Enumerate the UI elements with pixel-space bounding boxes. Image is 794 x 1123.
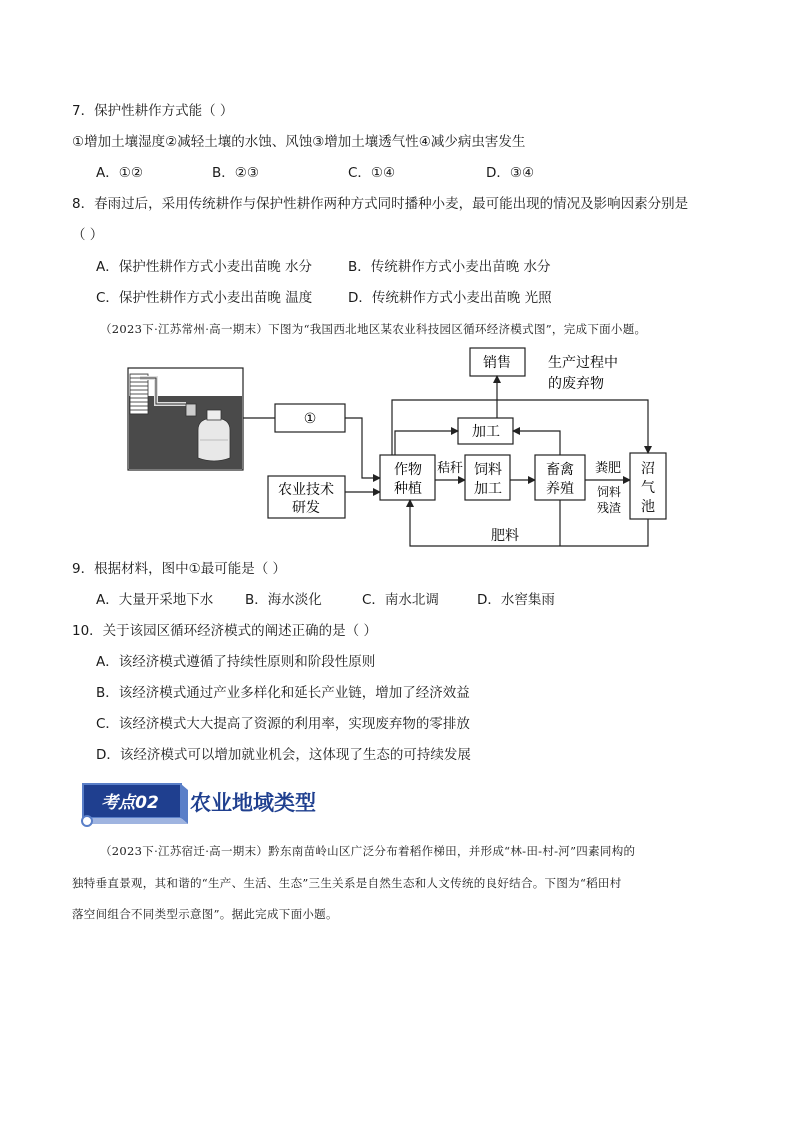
circular-economy-diagram (0, 340, 794, 555)
section-badge (80, 780, 190, 828)
livestock-line1: 畜禽 (546, 462, 574, 478)
q8-option-b: B．传统耕作方式小麦出苗晚 水分 (348, 259, 551, 275)
q7-option-d: D．③④ (486, 165, 535, 181)
crop-line2: 种植 (394, 481, 422, 497)
q9-option-b: B．海水淡化 (245, 592, 322, 608)
q8-option-d: D．传统耕作方式小麦出苗晚 光照 (348, 290, 552, 306)
biogas-char1: 沼 (641, 461, 655, 477)
livestock-line2: 养殖 (546, 481, 574, 497)
agri-rd-line2: 研发 (292, 500, 320, 516)
q8-stem-bracket: （ ） (72, 227, 104, 243)
q9-stem: 9．根据材料，图中①最可能是（ ） (72, 561, 286, 577)
feed-line1: 饲料 (474, 462, 502, 478)
intro-suqian-line3: 落空间组合不同类型示意图”。据此完成下面小题。 (72, 907, 338, 921)
q9-option-a: A．大量开采地下水 (96, 592, 214, 608)
intro-suqian-line1: （2023下·江苏宿迁·高一期末）黔东南苗岭山区广泛分布着稻作梯田，并形成“林-田-村-河”四素同构的 (100, 844, 636, 858)
agri-rd-line1: 农业技术 (278, 482, 334, 498)
q7-option-b: B．②③ (212, 165, 259, 181)
feed-line2: 加工 (474, 481, 502, 497)
q10-option-d: D．该经济模式可以增加就业机会，这体现了生态的可持续发展 (96, 747, 471, 763)
q7-stem: 7．保护性耕作方式能（ ） (72, 103, 234, 119)
manure-label: 粪肥 (594, 461, 622, 476)
water-cellar-illustration (128, 368, 243, 470)
biogas-char3: 池 (641, 499, 655, 515)
q9-option-c: C．南水北调 (362, 592, 439, 608)
q9-option-d: D．水窖集雨 (477, 592, 555, 608)
intro-suqian-line2: 独特垂直景观，其和谐的“生产、生活、生态”三生关系是自然生态和人文传统的良好结合。下图为“稻田村 (72, 876, 622, 890)
intro-changzhou: （2023下·江苏常州·高一期末）下图为“我国西北地区某农业科技园区循环经济模式图”，完成下面小题。 (100, 322, 647, 336)
processing-label: 加工 (472, 424, 500, 440)
waste-line1: 生产过程中 (548, 355, 618, 371)
straw-label: 秸秆 (436, 461, 464, 476)
residue-line2: 残渣 (596, 501, 622, 515)
q10-option-b: B．该经济模式通过产业多样化和延长产业链，增加了经济效益 (96, 685, 470, 701)
badge-label: 考点02 (101, 793, 159, 813)
waste-line2: 的废弃物 (548, 376, 604, 392)
badge-dot-icon (82, 816, 92, 826)
q7-statements: ①增加土壤湿度②减轻土壤的水蚀、风蚀③增加土壤透气性④减少病虫害发生 (72, 134, 526, 150)
section-title: 农业地域类型 (190, 791, 316, 815)
q10-option-a: A．该经济模式遵循了持续性原则和阶段性原则 (96, 654, 376, 670)
q7-option-a: A．①② (96, 165, 143, 181)
q10-stem: 10．关于该园区循环经济模式的阐述正确的是（ ） (72, 623, 377, 639)
q7-option-c: C．①④ (348, 165, 396, 181)
box-1-label: ① (303, 411, 317, 427)
q8-option-a: A．保护性耕作方式小麦出苗晚 水分 (96, 259, 313, 275)
residue-line1: 饲料 (596, 485, 622, 499)
crop-line1: 作物 (394, 462, 422, 478)
sales-label: 销售 (483, 355, 511, 371)
q8-stem: 8．春雨过后，采用传统耕作与保护性耕作两种方式同时播种小麦，最可能出现的情况及影响因素分别是 (72, 196, 689, 212)
fertilizer-label: 肥料 (491, 528, 519, 544)
q10-option-c: C．该经济模式大大提高了资源的利用率，实现废弃物的零排放 (96, 716, 470, 732)
q8-option-c: C．保护性耕作方式小麦出苗晚 温度 (96, 290, 313, 306)
biogas-char2: 气 (641, 480, 655, 496)
